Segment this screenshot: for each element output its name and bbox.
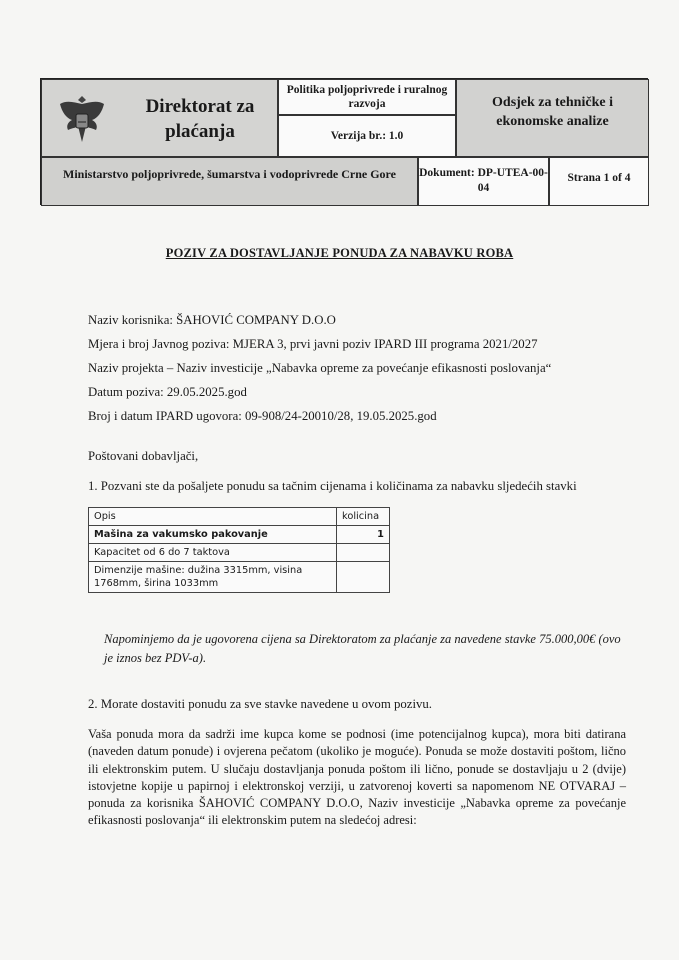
table-row — [89, 526, 390, 544]
header-table — [40, 78, 648, 205]
montenegro-coat-of-arms-icon — [56, 92, 108, 148]
table-header-desc: Opis — [89, 508, 337, 526]
ministry-cell: Ministarstvo poljoprivrede, šumarstva i vodoprivrede Crne Gore — [41, 157, 418, 206]
version-cell: Verzija br.: 1.0 — [278, 115, 456, 157]
table-cell-desc: Mašina za vakumsko pakovanje — [89, 526, 337, 544]
beneficiary-line: Naziv korisnika: ŠAHOVIĆ COMPANY D.O.O — [88, 313, 336, 327]
table-cell-qty — [337, 544, 390, 562]
policy-cell: Politika poljoprivrede i ruralnog razvoja — [278, 79, 456, 115]
directorate-title: Direktorat za plaćanja — [145, 96, 255, 142]
greeting: Poštovani dobavljači, — [88, 449, 199, 463]
date-line: Datum poziva: 29.05.2025.god — [88, 385, 247, 399]
table-cell-qty — [337, 562, 390, 593]
submission-paragraph: Vaša ponuda mora da sadrži ime kupca kome se podnosi (ime potencijalnog kupca), mora biti datirana (naveden datum ponude) i ovjerena pečatom (ukoliko je moguće). Ponuda se može dostaviti poštom, lično ili elektronskim putem. U slučaju dostavljanja ponuda poštom ili lično, ponude se dostavljaju u 2 (dvije) istovjetne kopije u papirnoj i elektronskoj verziji, u zatvorenoj koverti sa napomenom NE OTVARAJ – ponuda za korisnika ŠAHOVIĆ COMPANY D.O.O, Naziv investicije „Nabavka opreme za povećanje efikasnosti poslovanja“ ili elektronskim putem na sledećoj adresi: — [88, 727, 626, 828]
table-cell-desc: Kapacitet od 6 do 7 taktova — [89, 544, 337, 562]
page-number-cell: Strana 1 of 4 — [549, 157, 649, 206]
table-header-row — [89, 508, 390, 526]
table-header-qty: kolicina — [337, 508, 390, 526]
project-line: Naziv projekta – Naziv investicije „Nabavka opreme za povećanje efikasnosti poslovanja“ — [88, 361, 552, 375]
point-1: 1. Pozvani ste da pošaljete ponudu sa tačnim cijenama i količinama za nabavku sljedećih stavki — [88, 479, 577, 493]
header-logo-cell — [41, 79, 278, 157]
point-2: 2. Morate dostaviti ponudu za sve stavke navedene u ovom pozivu. — [88, 697, 433, 711]
price-note: Napominjemo da je ugovorena cijena sa Direktoratom za plaćanje za navedene stavke 75.000,00€ (ovo je iznos bez PDV-a). — [104, 632, 621, 665]
contract-line: Broj i datum IPARD ugovora: 09-908/24-20010/28, 19.05.2025.god — [88, 409, 437, 423]
table-cell-qty: 1 — [337, 526, 390, 544]
table-row — [89, 544, 390, 562]
document-id-cell: Dokument: DP-UTEA-00-04 — [418, 157, 549, 206]
table-row — [89, 562, 390, 593]
items-table — [88, 507, 390, 593]
table-cell-desc: Dimenzije mašine: dužina 3315mm, visina 1768mm, širina 1033mm — [89, 562, 337, 593]
document-title: POZIV ZA DOSTAVLJANJE PONUDA ZA NABAVKU ROBA — [165, 246, 514, 260]
measure-line: Mjera i broj Javnog poziva: MJERA 3, prvi javni poziv IPARD III programa 2021/2027 — [88, 337, 538, 351]
department-cell: Odsjek za tehničke i ekonomske analize — [456, 79, 649, 157]
